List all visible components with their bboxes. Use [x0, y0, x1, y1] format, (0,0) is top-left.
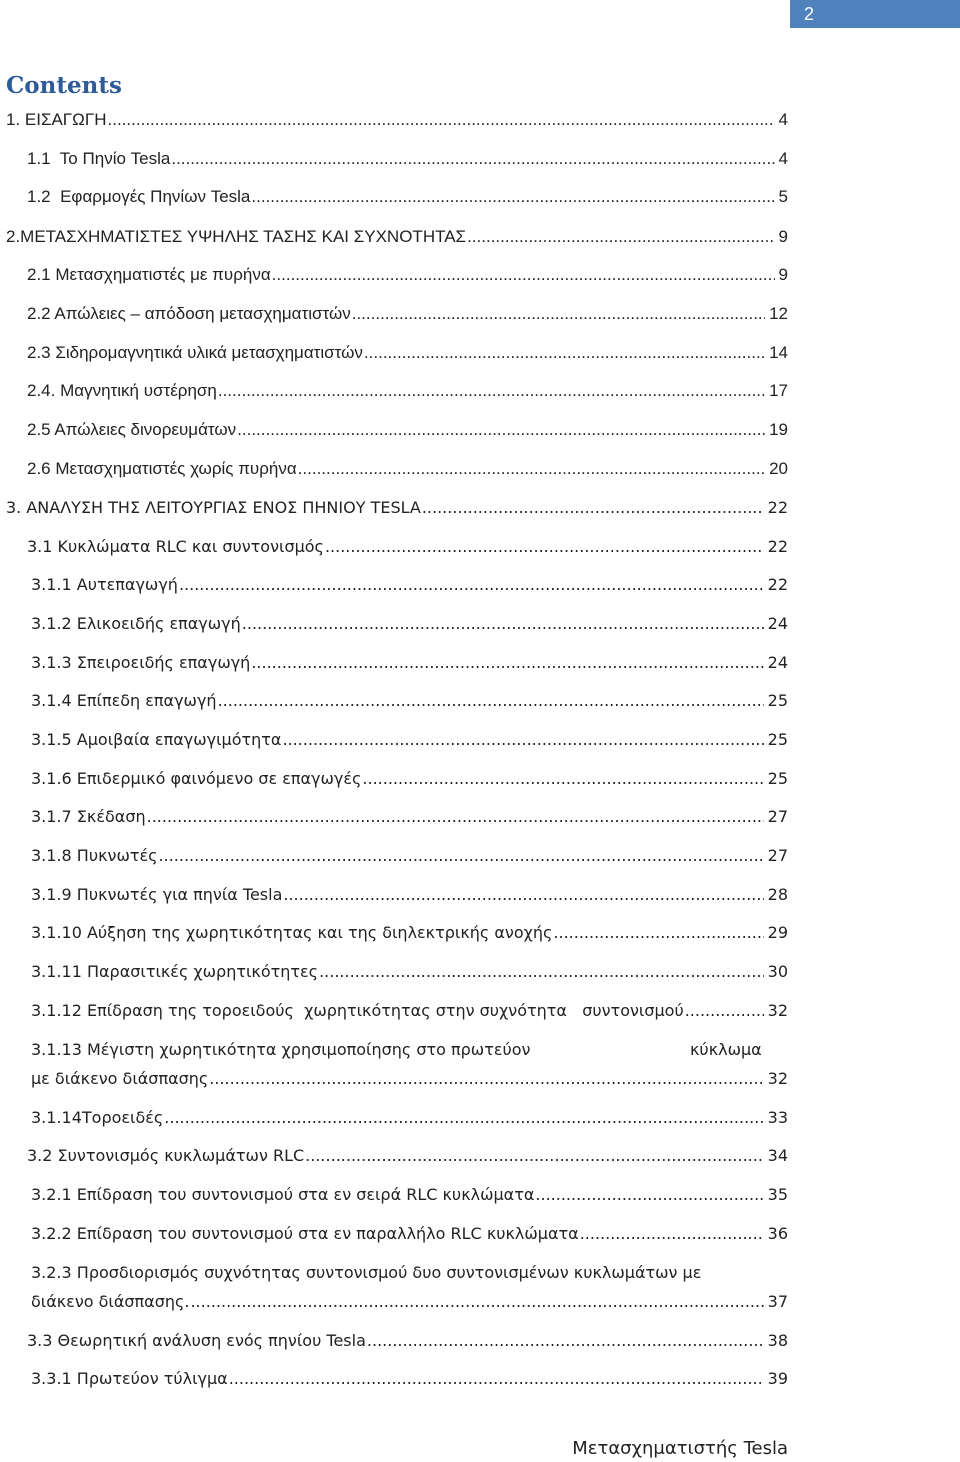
- toc-entry[interactable]: [31, 691, 788, 710]
- toc-page-number: 38: [767, 1331, 788, 1350]
- toc-page-number: 24: [767, 653, 788, 672]
- toc-dot-leader: [535, 1185, 763, 1204]
- toc-page-number: 22: [767, 498, 788, 517]
- toc-page-number: 4: [778, 110, 788, 129]
- toc-dot-leader: [422, 498, 764, 517]
- toc-page-number: 25: [767, 769, 788, 788]
- toc-entry[interactable]: [27, 1146, 788, 1165]
- toc-entry-label: 3. ΑΝΑΛΥΣΗ ΤΗΣ ΛΕΙΤΟΥΡΓΙΑΣ ΕΝΟΣ ΠΗΝΙΟΥ TESLA: [6, 498, 421, 517]
- toc-page-number: 37: [767, 1292, 788, 1311]
- toc-entry[interactable]: [31, 1369, 788, 1388]
- toc-entry-label: 2.4. Μαγνητική υστέρηση: [27, 381, 217, 400]
- toc-dot-leader: [164, 1108, 763, 1127]
- toc-page-number: 29: [767, 923, 788, 942]
- toc-page-number: 9: [778, 265, 788, 284]
- toc-entry[interactable]: [27, 420, 788, 440]
- toc-entry[interactable]: [6, 110, 788, 130]
- toc-dot-leader: [251, 653, 763, 672]
- toc-entry-label: 3.1.11 Παρασιτικές χωρητικότητες: [31, 962, 319, 981]
- toc-entry-label: 3.2.2 Επίδραση του συντονισμού στα εν παραλλήλο RLC κυκλώματα: [31, 1224, 579, 1243]
- toc-entry-label: 3.3 Θεωρητική ανάλυση ενός πηνίου Tesla: [27, 1331, 366, 1350]
- toc-page-number: 39: [767, 1369, 788, 1388]
- toc-entry-label: 3.1.10 Αύξηση της χωρητικότητας και της διηλεκτρικής ανοχής: [31, 923, 553, 942]
- toc-dot-leader: [553, 923, 763, 942]
- toc-page-number: 19: [769, 420, 788, 439]
- toc-page-number: 4: [778, 149, 788, 168]
- toc-page-number: 14: [769, 343, 788, 362]
- toc-page-number: 30: [767, 962, 788, 981]
- toc-dot-leader: [209, 1069, 763, 1088]
- toc-dot-leader: [685, 1001, 764, 1020]
- toc-entry[interactable]: [6, 498, 788, 517]
- toc-entry[interactable]: [31, 885, 788, 904]
- toc-entry[interactable]: [31, 1001, 788, 1020]
- toc-page-number: 20: [769, 459, 788, 478]
- toc-page-number: 25: [767, 730, 788, 749]
- toc-page-number: 17: [769, 381, 788, 400]
- toc-page-number: 28: [767, 885, 788, 904]
- toc-entry[interactable]: [27, 1331, 788, 1350]
- toc-dot-leader: [171, 149, 774, 169]
- toc-entry-label: 2.5 Απώλειες δινορευμάτων: [27, 420, 237, 439]
- toc-entry[interactable]: [27, 187, 788, 207]
- toc-entry[interactable]: [27, 381, 788, 401]
- toc-entry[interactable]: [31, 1069, 788, 1088]
- toc-entry-label: 2.1 Μετασχηματιστές με πυρήνα: [27, 265, 271, 284]
- toc-entry[interactable]: [31, 1108, 788, 1127]
- toc-dot-leader: [325, 537, 764, 556]
- toc-entry[interactable]: [31, 962, 788, 981]
- toc-dot-leader: [242, 614, 764, 633]
- toc-dot-leader: [179, 575, 764, 594]
- running-footer: Μετασχηματιστής Tesla: [572, 1438, 788, 1459]
- toc-entry-label: 3.1.6 Επιδερμικό φαινόμενο σε επαγωγές: [31, 769, 362, 788]
- toc-dot-leader: [147, 807, 764, 826]
- toc-entry-label: 2.ΜΕΤΑΣΧΗΜΑΤΙΣΤΕΣ ΥΨΗΛΗΣ ΤΑΣΗΣ ΚΑΙ ΣΥΧΝΟΤΗΤΑΣ: [6, 227, 467, 246]
- toc-entry[interactable]: [31, 923, 788, 942]
- toc-dot-leader: [218, 691, 764, 710]
- toc-entry[interactable]: [31, 807, 788, 826]
- toc-page-number: 25: [767, 691, 788, 710]
- toc-entry-label-line1-tail: κύκλωμα: [690, 1040, 762, 1059]
- toc-page-number: 22: [767, 575, 788, 594]
- toc-dot-leader: [218, 381, 765, 401]
- toc-entry[interactable]: [27, 149, 788, 169]
- toc-page-number: 33: [767, 1108, 788, 1127]
- toc-dot-leader: [467, 227, 774, 247]
- toc-dot-leader: [352, 304, 765, 324]
- toc-page-number: 24: [767, 614, 788, 633]
- toc-entry-label: 2.3 Σιδηρομαγνητικά υλικά μετασχηματιστών: [27, 343, 363, 362]
- toc-dot-leader: [159, 846, 764, 865]
- toc-page-number: 27: [767, 846, 788, 865]
- toc-entry-label-line1: 3.1.13 Μέγιστη χωρητικότητα χρησιμοποίησης στο πρωτεύον: [31, 1040, 531, 1059]
- toc-entry-label: 3.1.4 Επίπεδη επαγωγή: [31, 691, 217, 710]
- toc-dot-leader: [283, 885, 763, 904]
- toc-dot-leader: [229, 1369, 764, 1388]
- toc-entry-label: 3.3.1 Πρωτεύον τύλιγμα: [31, 1369, 228, 1388]
- toc-entry[interactable]: [31, 769, 788, 788]
- toc-entry-label: 3.1.3 Σπειροειδής επαγωγή: [31, 653, 251, 672]
- toc-entry-label: με διάκενο διάσπασης: [31, 1069, 209, 1088]
- toc-page-number: 12: [769, 304, 788, 323]
- toc-entry[interactable]: [31, 1185, 788, 1204]
- toc-heading: Contents: [6, 72, 122, 99]
- toc-page-number: 35: [767, 1185, 788, 1204]
- toc-entry[interactable]: [31, 614, 788, 633]
- toc-entry-label: 3.1.1 Αυτεπαγωγή: [31, 575, 178, 594]
- toc-entry-label: 3.1.5 Αμοιβαία επαγωγιμότητα: [31, 730, 282, 749]
- toc-dot-leader: [237, 420, 765, 440]
- toc-dot-leader: [282, 730, 763, 749]
- toc-entry[interactable]: [31, 1292, 788, 1311]
- toc-entry-label: διάκενο διάσπασης.: [31, 1292, 190, 1311]
- toc-dot-leader: [367, 1331, 764, 1350]
- toc-entry[interactable]: [31, 846, 788, 865]
- toc-entry-label: 3.2.1 Επίδραση του συντονισμού στα εν σειρά RLC κυκλώματα: [31, 1185, 535, 1204]
- page-number-badge: 2: [790, 0, 960, 28]
- toc-page-number: 5: [778, 187, 788, 206]
- toc-entry-label: 1. ΕΙΣΑΓΩΓΗ: [6, 110, 107, 129]
- toc-entry-label: 3.1.8 Πυκνωτές: [31, 846, 158, 865]
- toc-entry[interactable]: [31, 1224, 788, 1243]
- toc-entry[interactable]: [6, 227, 788, 247]
- toc-entry[interactable]: [31, 653, 788, 672]
- toc-entry-label: 1.2 Εφαρμογές Πηνίων Tesla: [27, 187, 251, 206]
- toc-dot-leader: [272, 265, 775, 285]
- toc-entry[interactable]: [27, 459, 788, 479]
- toc-entry-label: 3.1 Κυκλώματα RLC και συντονισμός: [27, 537, 324, 556]
- toc-entry[interactable]: [27, 343, 788, 363]
- toc-dot-leader: [298, 459, 765, 479]
- toc-entry-label: 3.2 Συντονισμός κυκλωμάτων RLC: [27, 1146, 305, 1165]
- toc-entry[interactable]: [27, 537, 788, 556]
- toc-page-number: 32: [767, 1069, 788, 1088]
- toc-dot-leader: [190, 1292, 763, 1311]
- toc-entry[interactable]: [27, 304, 788, 324]
- toc-dot-leader: [305, 1146, 763, 1165]
- toc-dot-leader: [319, 962, 764, 981]
- toc-page-number: 34: [767, 1146, 788, 1165]
- toc-page-number: 36: [767, 1224, 788, 1243]
- toc-entry[interactable]: [31, 575, 788, 594]
- toc-entry-label-line1: 3.2.3 Προσδιορισμός συχνότητας συντονισμού δυο συντονισμένων κυκλωμάτων με: [31, 1263, 702, 1282]
- toc-entry-label: 1.1 Το Πηνίο Tesla: [27, 149, 171, 168]
- toc-entry-label: 3.1.7 Σκέδαση: [31, 807, 146, 826]
- toc-entry-label: 3.1.2 Ελικοειδής επαγωγή: [31, 614, 241, 633]
- toc-dot-leader: [251, 187, 774, 207]
- toc-entry[interactable]: [27, 265, 788, 285]
- toc-entry-label: 2.6 Μετασχηματιστές χωρίς πυρήνα: [27, 459, 297, 478]
- toc-entry[interactable]: [31, 730, 788, 749]
- toc-entry-label: 2.2 Απώλειες – απόδοση μετασχηματιστών: [27, 304, 351, 323]
- toc-page-number: 22: [767, 537, 788, 556]
- toc-entry-label: 3.1.12 Επίδραση της τοροειδούς χωρητικότητας στην συχνότητα συντονισμού: [31, 1001, 684, 1020]
- toc-entry-label: 3.1.14Τοροειδές: [31, 1108, 164, 1127]
- toc-dot-leader: [108, 110, 775, 130]
- toc-page-number: 32: [767, 1001, 788, 1020]
- toc-dot-leader: [364, 343, 765, 363]
- toc-entry-label: 3.1.9 Πυκνωτές για πηνία Tesla: [31, 885, 283, 904]
- toc-page-number: 27: [767, 807, 788, 826]
- toc-page-number: 9: [778, 227, 788, 246]
- toc-dot-leader: [580, 1224, 764, 1243]
- toc-dot-leader: [362, 769, 763, 788]
